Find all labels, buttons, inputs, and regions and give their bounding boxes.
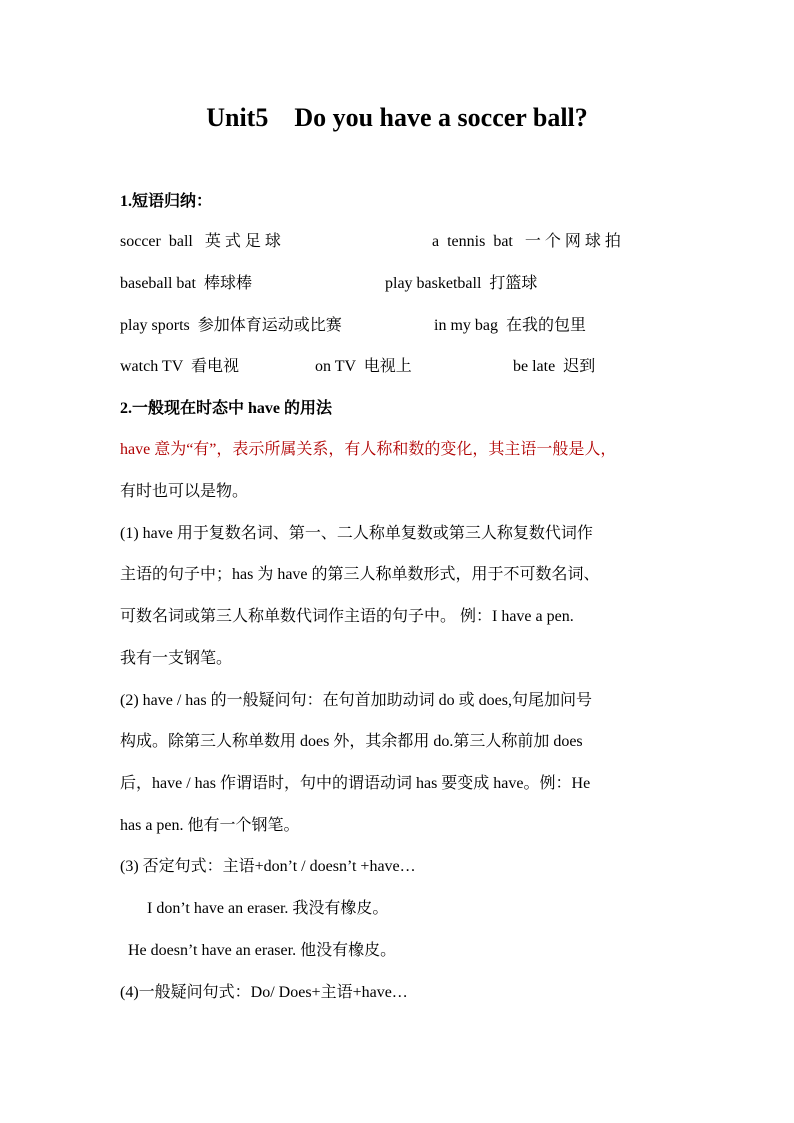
rule1-example: 我有一支钢笔。	[120, 650, 233, 667]
have-definition-line-cont: 有时也可以是物。	[120, 483, 249, 500]
rule2-line-3: 后，have / has 作谓语时，句中的谓语动词 has 要变成 have。例：He	[120, 775, 591, 792]
phrase-play-sports: play sports 参加体育运动或比赛	[120, 317, 342, 334]
phrase-row-1	[120, 230, 720, 254]
rule2-example: has a pen. 他有一个钢笔。	[120, 817, 300, 834]
rule1-line-1: (1) have 用于复数名词、第一、二人称单复数或第三人称复数代词作	[120, 525, 593, 542]
phrase-in-my-bag: in my bag 在我的包里	[434, 317, 586, 334]
phrase-on-tv: on TV 电视上	[315, 358, 412, 375]
rule3-example-2: He doesn’t have an eraser. 他没有橡皮。	[128, 942, 397, 959]
phrase-watch-tv: watch TV 看电视	[120, 358, 239, 375]
phrase-baseball-bat: baseball bat 棒球棒	[120, 275, 252, 292]
rule4-heading: (4)一般疑问句式：Do/ Does+主语+have…	[120, 984, 408, 1001]
rule2-line-2: 构成。除第三人称单数用 does 外，其余都用 do.第三人称前加 does	[120, 733, 583, 750]
phrase-tennis-bat: a tennis bat 一 个 网 球 拍	[432, 233, 621, 250]
phrase-row-3	[120, 314, 720, 338]
rule1-line-2: 主语的句子中；has 为 have 的第三人称单数形式，用于不可数名词、	[120, 566, 600, 583]
section2-heading: 2.一般现在时态中 have 的用法	[120, 400, 333, 417]
phrase-play-basketball: play basketball 打篮球	[385, 275, 538, 292]
phrase-soccer-ball: soccer ball 英 式 足 球	[120, 233, 281, 250]
phrase-be-late: be late 迟到	[513, 358, 596, 375]
rule3-heading: (3) 否定句式：主语+don’t / doesn’t +have…	[120, 858, 416, 875]
rule3-example-1: I don’t have an eraser. 我没有橡皮。	[147, 900, 389, 917]
page-title: Unit5 Do you have a soccer ball?	[206, 103, 588, 132]
have-definition-line: have 意为“有”，表示所属关系，有人称和数的变化，其主语一般是人，	[120, 441, 617, 458]
rule2-line-1: (2) have / has 的一般疑问句：在句首加助动词 do 或 does,句尾加问号	[120, 692, 592, 709]
phrase-row-2	[120, 272, 720, 296]
rule1-line-3: 可数名词或第三人称单数代词作主语的句子中。 例：I have a pen.	[120, 608, 574, 625]
section1-heading: 1.短语归纳：	[120, 193, 213, 210]
phrase-row-4	[120, 355, 720, 379]
